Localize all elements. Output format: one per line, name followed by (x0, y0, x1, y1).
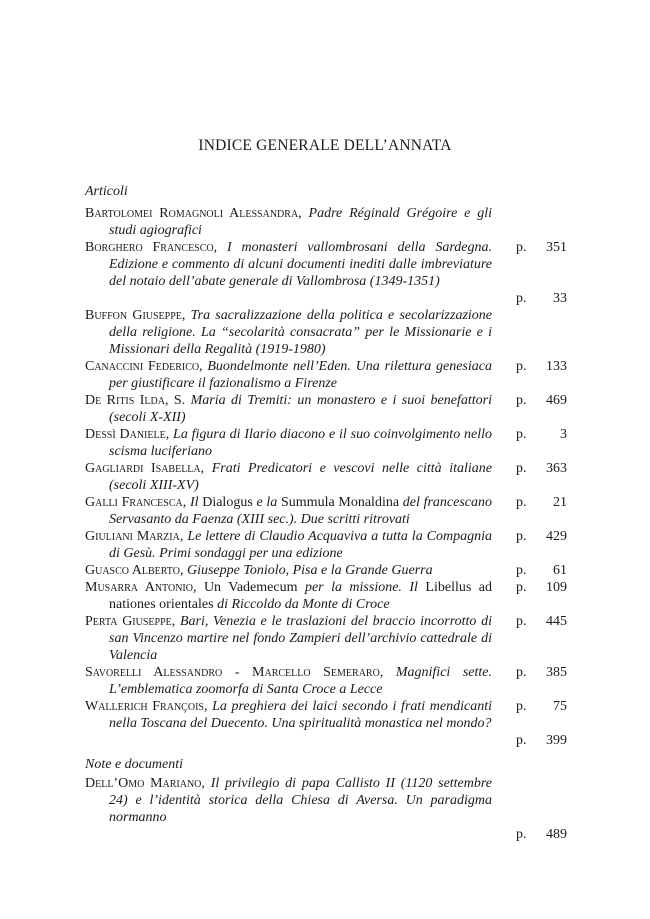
entry-title: Il privilegio di papa Callisto II (1120 settembre 24) e l’identità storica della Chiesa di Aversa. Un paradigma normanno (109, 776, 493, 825)
entry-author: Gagliardi Isabella (85, 461, 201, 476)
page-number: 109 (546, 580, 567, 595)
page-prefix: p. (516, 827, 527, 842)
entry-title: Giuseppe Toniolo, Pisa e la Grande Guerra (186, 563, 433, 578)
entry-title-prefix: S. (173, 393, 191, 408)
page-title: INDICE GENERALE DELL’ANNATA (198, 137, 452, 154)
index-entry: Buffon Giuseppe, Tra sacralizzazione della politica e secolarizzazione della religione. La “secolarità consacrata” per le Missionarie e i Missionari della Regalità (1919-1980) p. 133 (85, 308, 567, 374)
index-entry: Canaccini Federico, Buondelmonte nell’Eden. Una rilettura genesiaca per giustificare il fazionalismo a Firenze p. 469 (85, 359, 567, 408)
entry-title: Buondelmonte nell’Eden. Una rilettura genesiaca per giustificare il fazionalismo a Firenze (109, 359, 492, 391)
index-entry: Bartolomei Romagnoli Alessandra, Padre Réginald Grégoire e gli studi agiografici p. 351 (85, 206, 567, 255)
index-entry: Dessì Daniele, La figura di Ilario diacono e il suo coinvolgimento nello scisma luciferiano p. 363 (85, 427, 567, 476)
entry-title-part: Un (203, 580, 229, 595)
entry-title-part: del francescano Servasanto da Faenza (XIII sec.). Due scritti ritrovati (109, 495, 493, 527)
page-number: 3 (560, 427, 567, 442)
entry-author: Perta Giuseppe (85, 614, 172, 629)
entry-title: Tra sacralizzazione della politica e secolarizzazione della religione. La “secolarità consacrata” per le Missionarie e i Missionari della Regalità (1919-1980) (109, 308, 492, 357)
entry-title: Frati Predicatori e vescovi nelle città italiane (secoli XIII-XV) (109, 461, 492, 493)
page-number: 429 (546, 529, 567, 544)
entry-title: Maria di Tremiti: un monastero e i suoi benefattori (secoli X-XII) (109, 393, 492, 425)
page-prefix: p. (516, 240, 527, 255)
page-prefix: p. (516, 665, 527, 680)
index-entry: Gagliardi Isabella, Frati Predicatori e vescovi nelle città italiane (secoli XIII-XV) p. 21 (85, 461, 567, 510)
entry-author: Savorelli Alessandro - Marcello Semeraro (85, 665, 380, 680)
entry-title: Bari, Venezia e le traslazioni del braccio incorrotto di san Vincenzo martire nel fondo Zampieri dell’archivio cattedrale di Valencia (109, 614, 492, 663)
index-entry: Dell’Omo Mariano, Il privilegio di papa Callisto II (1120 settembre 24) e l’identità storica della Chiesa di Aversa. Un paradigma normanno p. 489 (85, 776, 567, 842)
page-prefix: p. (516, 563, 527, 578)
section-heading-articoli: Articoli (85, 184, 128, 199)
index-entry: Borghero Francesco, I monasteri vallombrosani della Sardegna. Edizione e commento di alcuni documenti inediti dalle imbreviature del notaio dell’abate generale di Vallombrosa (1349-1351) p. 33 (85, 240, 567, 306)
page-number: 33 (553, 291, 567, 306)
entry-title-work: Vademecum (228, 580, 298, 595)
page-number: 469 (546, 393, 567, 408)
page-prefix: p. (516, 291, 527, 306)
page-number: 351 (546, 240, 567, 255)
page-number: 363 (546, 461, 567, 476)
entry-author: Buffon Giuseppe (85, 308, 182, 323)
entry-author: Dessì Daniele (85, 427, 166, 442)
entry-author: Wallerich François (85, 699, 204, 714)
page-prefix: p. (516, 614, 527, 629)
page-prefix: p. (516, 529, 527, 544)
entry-author: Dell’Omo Mariano (85, 776, 202, 791)
entry-title-part: per la missione. Il (297, 580, 426, 595)
entry-title-part: Il (189, 495, 203, 510)
index-entry: Wallerich François, La preghiera dei laici secondo i frati mendicanti nella Toscana del Duecento. Una spiritualità monastica nel mondo? p. 399 (85, 699, 567, 748)
page-prefix: p. (516, 495, 527, 510)
entry-author: Giuliani Marzia (85, 529, 180, 544)
page-number: 133 (546, 359, 567, 374)
index-entry: Perta Giuseppe, Bari, Venezia e le traslazioni del braccio incorrotto di san Vincenzo martire nel fondo Zampieri dell’archivio cattedrale di Valencia p. 385 (85, 614, 567, 680)
entry-title: La preghiera dei laici secondo i frati mendicanti nella Toscana del Duecento. Una spiritualità monastica nel mondo? (109, 699, 493, 731)
entry-author: Guasco Alberto (85, 563, 180, 578)
entry-author: Bartolomei Romagnoli Alessandra (85, 206, 299, 221)
page-number: 399 (546, 733, 567, 748)
entry-title-work: Summula Monaldina (281, 495, 400, 510)
page-prefix: p. (516, 580, 527, 595)
entry-title: Padre Réginald Grégoire e gli studi agiografici (109, 206, 492, 238)
page-prefix: p. (516, 461, 527, 476)
page-number: 445 (546, 614, 567, 629)
entry-author: Musarra Antonio (85, 580, 193, 595)
index-entry: Galli Francesca, Il Dialogus e la Summula Monaldina del francescano Servasanto da Faenza (XIII sec.). Due scritti ritrovati p. 429 (85, 495, 567, 544)
entry-title-part: di Riccoldo da Monte di Croce (213, 597, 390, 612)
page-prefix: p. (516, 393, 527, 408)
page-number: 21 (553, 495, 567, 510)
entry-title-part: e la (252, 495, 282, 510)
page-prefix: p. (516, 359, 527, 374)
entry-title: Le lettere di Claudio Acquaviva a tutta la Compagnia di Gesù. Primi sondaggi per una edizione (109, 529, 492, 561)
entry-title: La figura di Ilario diacono e il suo coinvolgimento nello scisma luciferiano (109, 427, 492, 459)
entry-author: De Ritis Ilda (85, 393, 165, 408)
entry-author: Canaccini Federico (85, 359, 200, 374)
entry-author: Galli Francesca (85, 495, 183, 510)
index-entry: Musarra Antonio, Un Vademecum per la missione. Il Libellus ad nationes orientales di Riccoldo da Monte di Croce p. 445 (85, 580, 567, 629)
page-number: 385 (546, 665, 567, 680)
page-prefix: p. (516, 733, 527, 748)
entry-title-work: Libellus ad nationes orientales (109, 580, 492, 612)
page-number: 489 (546, 827, 567, 842)
index-entry: De Ritis Ilda, S. Maria di Tremiti: un monastero e i suoi benefattori (secoli X-XII) p. 3 (85, 393, 567, 442)
index-entry: Guasco Alberto, Giuseppe Toniolo, Pisa e la Grande Guerra p. 109 (85, 563, 567, 595)
entry-author: Borghero Francesco (85, 240, 214, 255)
page-number: 61 (553, 563, 567, 578)
page-prefix: p. (516, 699, 527, 714)
entry-title: I monasteri vallombrosani della Sardegna. Edizione e commento di alcuni documenti inediti dalle imbreviature del notaio dell’abate generale di Vallombrosa (1349-1351) (109, 240, 492, 289)
page-prefix: p. (516, 427, 527, 442)
page-number: 75 (553, 699, 567, 714)
index-entry: Giuliani Marzia, Le lettere di Claudio Acquaviva a tutta la Compagnia di Gesù. Primi sondaggi per una edizione p. 61 (85, 529, 567, 578)
section-heading-note-e-documenti: Note e documenti (85, 757, 183, 772)
index-entry: Savorelli Alessandro - Marcello Semeraro, Magnifici sette. L’emblematica zoomorfa di Santa Croce a Lecce p. 75 (85, 665, 567, 714)
entry-title-work: Dialogus (202, 495, 253, 510)
entry-title: Magnifici sette. L’emblematica zoomorfa di Santa Croce a Lecce (109, 665, 492, 697)
